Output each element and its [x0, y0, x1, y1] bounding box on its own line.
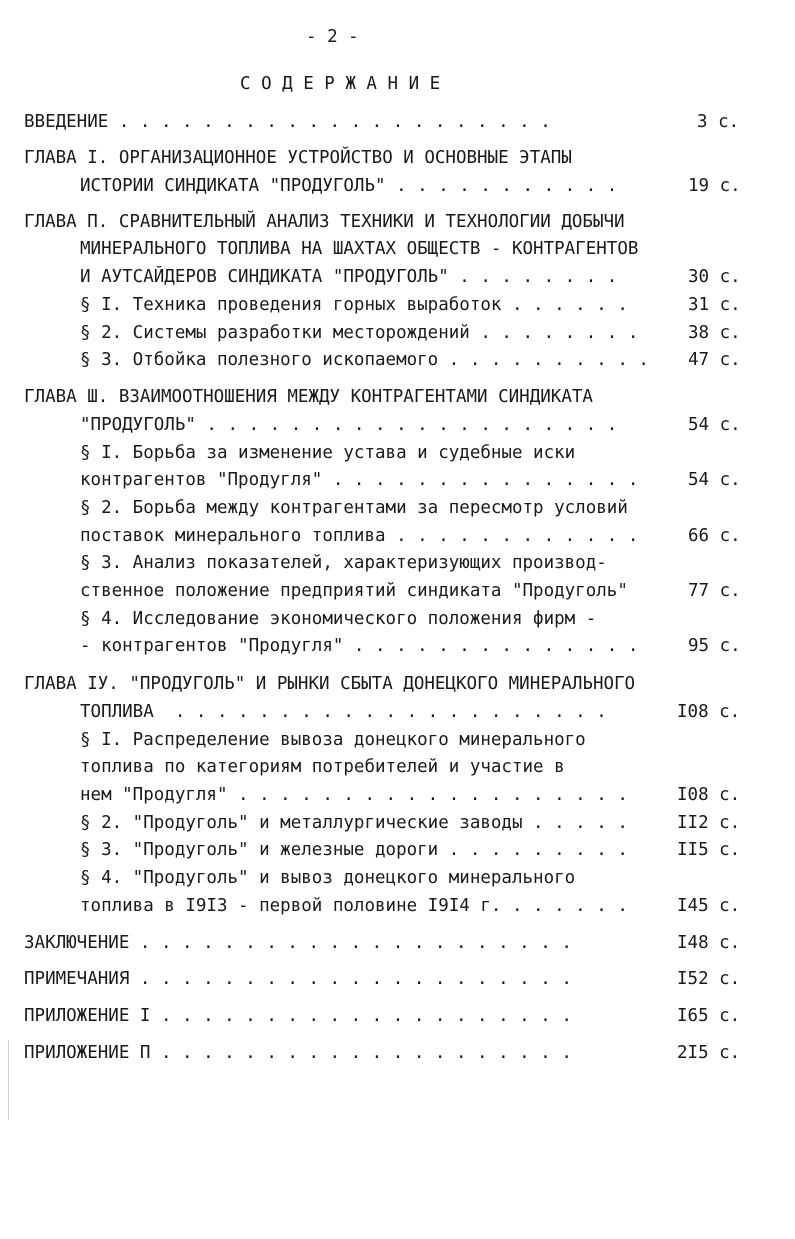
toc-page-conclusion: I48 с.: [677, 933, 741, 953]
toc-page-section-3-3: 77 с.: [688, 581, 741, 601]
toc-chapter-1-line-1: ГЛАВА I. ОРГАНИЗАЦИОННОЕ УСТРОЙСТВО И ОСНОВНЫЕ ЭТАПЫ: [24, 148, 572, 168]
toc-page-section-4-3: II5 с.: [677, 840, 741, 860]
toc-section-3-4-line-2: - контрагентов "Продугля" . . . . . . . . . . . . . .: [80, 636, 639, 656]
toc-section-4-1-line-2: топлива по категориям потребителей и участие в: [80, 757, 565, 777]
toc-section-3-1-line-2: контрагентов "Продугля" . . . . . . . . . . . . . . .: [80, 470, 639, 490]
toc-entry-appendix-1: ПРИЛОЖЕНИЕ I . . . . . . . . . . . . . . . . . . . .: [24, 1006, 572, 1026]
toc-page-section-2-2: 38 с.: [688, 323, 741, 343]
toc-section-3-3-line-2: ственное положение предприятий синдиката "Продуголь": [80, 581, 628, 601]
toc-page-section-3-2: 66 с.: [688, 526, 741, 546]
toc-page-section-4-4: I45 с.: [677, 896, 741, 916]
contents-title: С О Д Е Р Ж А Н И Е: [240, 74, 441, 94]
toc-page-section-4-1: I08 с.: [677, 785, 741, 805]
toc-page-introduction: 3 с.: [697, 112, 740, 132]
toc-section-2-2: § 2. Системы разработки месторождений . . . . . . . .: [80, 323, 639, 343]
toc-section-3-3-line-1: § 3. Анализ показателей, характеризующих производ-: [80, 553, 607, 573]
toc-section-2-1: § I. Техника проведения горных выработок . . . . . .: [80, 295, 628, 315]
toc-chapter-2-line-3: И АУТСАЙДЕРОВ СИНДИКАТА "ПРОДУГОЛЬ" . . . . . . . .: [80, 267, 618, 287]
toc-page-notes: I52 с.: [677, 969, 741, 989]
toc-section-4-1-line-1: § I. Распределение вывоза донецкого минерального: [80, 730, 586, 750]
toc-page-chapter-4: I08 с.: [677, 702, 741, 722]
toc-page-chapter-3: 54 с.: [688, 415, 741, 435]
toc-page-appendix-2: 2I5 с.: [677, 1043, 741, 1063]
toc-page-chapter-2: 30 с.: [688, 267, 741, 287]
toc-entry-introduction: ВВЕДЕНИЕ . . . . . . . . . . . . . . . . . . . . .: [24, 112, 551, 132]
toc-section-3-1-line-1: § I. Борьба за изменение устава и судебные иски: [80, 443, 576, 463]
toc-page-appendix-1: I65 с.: [677, 1006, 741, 1026]
toc-section-3-2-line-1: § 2. Борьба между контрагентами за пересмотр условий: [80, 498, 628, 518]
toc-section-4-1-line-3: нем "Продугля" . . . . . . . . . . . . . . . . . . .: [80, 785, 628, 805]
toc-section-4-3: § 3. "Продуголь" и железные дороги . . . . . . . . .: [80, 840, 628, 860]
toc-chapter-4-line-2: ТОПЛИВА . . . . . . . . . . . . . . . . . . . . .: [80, 702, 607, 722]
toc-page-section-3-1: 54 с.: [688, 470, 741, 490]
toc-entry-conclusion: ЗАКЛЮЧЕНИЕ . . . . . . . . . . . . . . . . . . . . .: [24, 933, 572, 953]
toc-page-section-4-2: II2 с.: [677, 813, 741, 833]
toc-section-2-3: § 3. Отбойка полезного ископаемого . . . . . . . . . .: [80, 350, 649, 370]
toc-section-3-4-line-1: § 4. Исследование экономического положения фирм -: [80, 609, 597, 629]
toc-section-4-2: § 2. "Продуголь" и металлургические заводы . . . . .: [80, 813, 628, 833]
toc-section-3-2-line-2: поставок минерального топлива . . . . . . . . . . . .: [80, 526, 639, 546]
toc-section-4-4-line-1: § 4. "Продуголь" и вывоз донецкого минерального: [80, 868, 576, 888]
toc-chapter-1-line-2: ИСТОРИИ СИНДИКАТА "ПРОДУГОЛЬ" . . . . . . . . . . .: [80, 176, 618, 196]
toc-chapter-3-line-2: "ПРОДУГОЛЬ" . . . . . . . . . . . . . . . . . . . .: [80, 415, 618, 435]
toc-chapter-2-line-1: ГЛАВА П. СРАВНИТЕЛЬНЫЙ АНАЛИЗ ТЕХНИКИ И ТЕХНОЛОГИИ ДОБЫЧИ: [24, 212, 625, 232]
toc-chapter-2-line-2: МИНЕРАЛЬНОГО ТОПЛИВА НА ШАХТАХ ОБЩЕСТВ - КОНТРАГЕНТОВ: [80, 239, 639, 259]
toc-chapter-3-line-1: ГЛАВА Ш. ВЗАИМООТНОШЕНИЯ МЕЖДУ КОНТРАГЕНТАМИ СИНДИКАТА: [24, 387, 593, 407]
toc-page-section-3-4: 95 с.: [688, 636, 741, 656]
toc-chapter-4-line-1: ГЛАВА IУ. "ПРОДУГОЛЬ" И РЫНКИ СБЫТА ДОНЕЦКОГО МИНЕРАЛЬНОГО: [24, 674, 636, 694]
toc-entry-notes: ПРИМЕЧАНИЯ . . . . . . . . . . . . . . . . . . . . .: [24, 969, 572, 989]
toc-section-4-4-line-2: топлива в I9I3 - первой половине I9I4 г. . . . . . .: [80, 896, 628, 916]
toc-entry-appendix-2: ПРИЛОЖЕНИЕ П . . . . . . . . . . . . . . . . . . . .: [24, 1043, 572, 1063]
page-number: - 2 -: [306, 27, 359, 47]
toc-page-section-2-1: 31 с.: [688, 295, 741, 315]
scan-margin-mark: [8, 1040, 9, 1120]
toc-page-chapter-1: 19 с.: [688, 176, 741, 196]
toc-page-section-2-3: 47 с.: [688, 350, 741, 370]
